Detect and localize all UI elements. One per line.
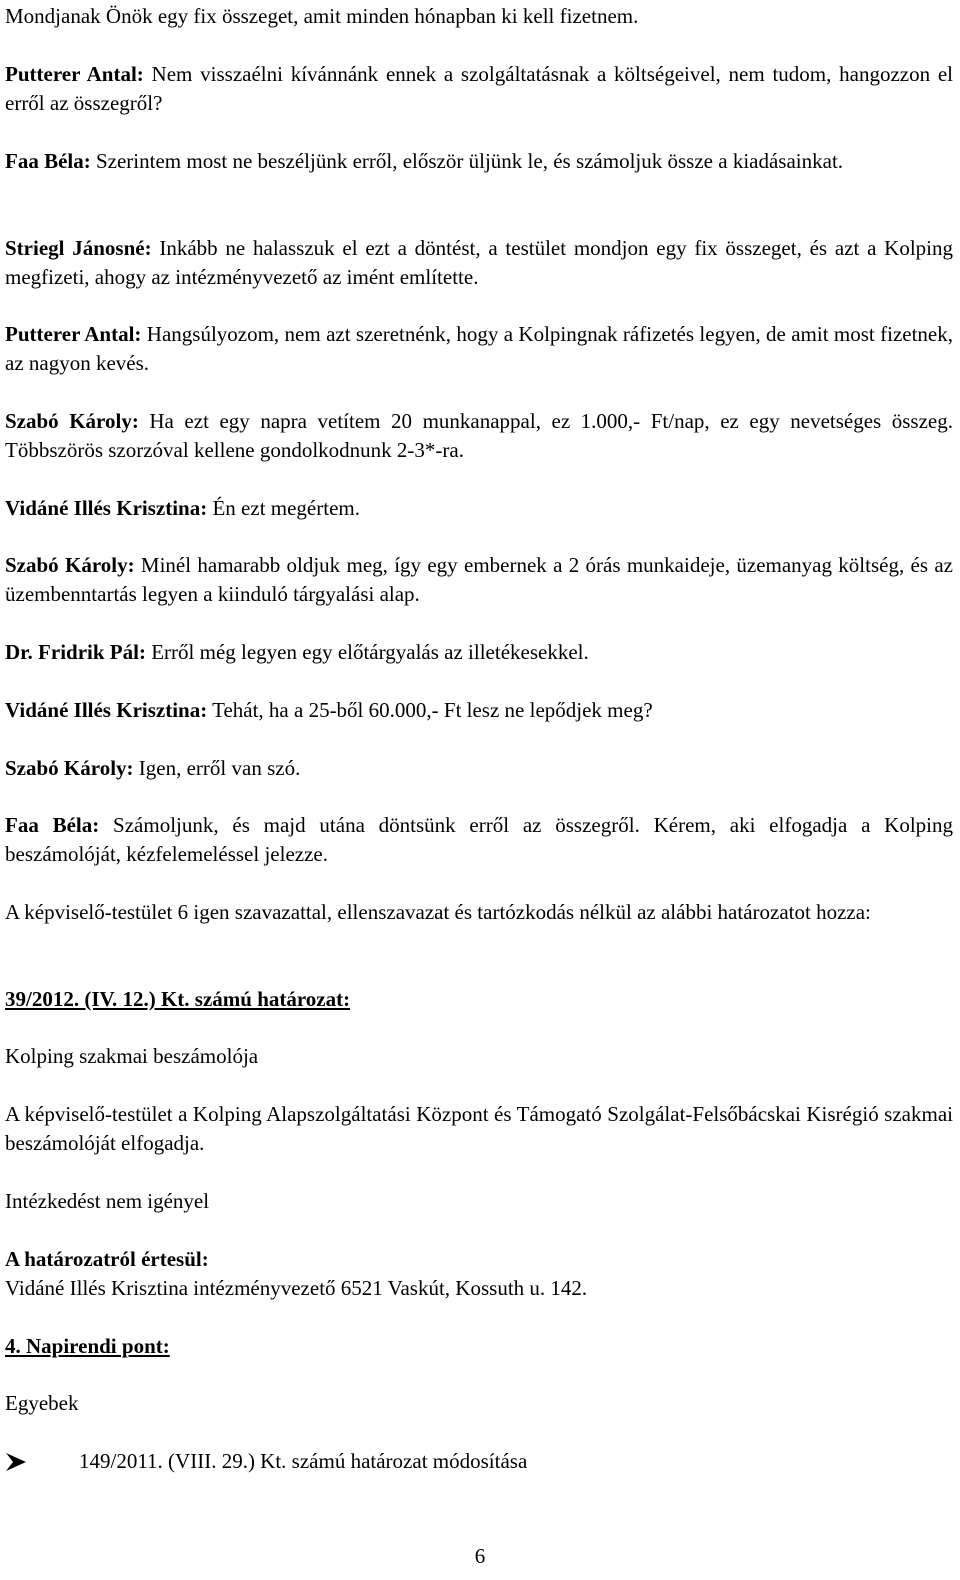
paragraph-text: Inkább ne halasszuk el ezt a döntést, a testület mondjon egy fix összeget, és azt a Kolping megfizeti, ahogy az intézményvezető az imént említette. xyxy=(5,236,953,289)
notify-heading: A határozatról értesül: xyxy=(5,1247,209,1271)
speaker-name: Vidáné Illés Krisztina: xyxy=(5,698,208,722)
paragraph xyxy=(5,147,953,176)
speaker-name: Faa Béla: xyxy=(5,149,91,173)
speaker-name: Vidáné Illés Krisztina: xyxy=(5,496,208,520)
resolution-body: A képviselő-testület a Kolping Alapszolgáltatási Központ és Támogató Szolgálat-Felsőbácskai Kisrégió szakmai beszámolóját elfogadja. xyxy=(5,1102,953,1155)
paragraph-text: Nem visszaélni kívánnánk ennek a szolgáltatásnak a költségeivel, nem tudom, hangozzon el erről az összegről? xyxy=(5,62,954,115)
paragraph xyxy=(5,638,953,667)
arrow-bullet-icon xyxy=(5,1451,27,1473)
paragraph xyxy=(5,898,953,927)
paragraph-text: Mondjanak Önök egy fix összeget, amit minden hónapban ki kell fizetnem. xyxy=(5,4,639,28)
speaker-name: Szabó Károly: xyxy=(5,409,139,433)
speaker-name: Faa Béla: xyxy=(5,813,100,837)
notify-recipient: Vidáné Illés Krisztina intézményvezető 6521 Vaskút, Kossuth u. 142. xyxy=(5,1276,588,1300)
paragraph-text: Tehát, ha a 25-ből 60.000,- Ft lesz ne lepődjek meg? xyxy=(207,698,653,722)
paragraph-text: Erről még legyen egy előtárgyalás az illetékesekkel. xyxy=(145,640,589,664)
speaker-name: Szabó Károly: xyxy=(5,756,134,780)
speaker-name: Striegl Jánosné: xyxy=(5,236,152,260)
paragraph xyxy=(5,407,953,465)
paragraph-text: Ha ezt egy napra vetítem 20 munkanappal, ez 1.000,- Ft/nap, ez egy nevetséges összeg. Többszörös szorzóval kellene gondolkodnunk 2-3*-ra. xyxy=(5,409,953,462)
paragraph-text: Igen, erről van szó. xyxy=(133,756,301,780)
paragraph xyxy=(5,60,953,118)
paragraph-text: Számoljunk, és majd utána döntsünk erről az összegről. Kérem, aki elfogadja a Kolping beszámolóját, kézfelemeléssel jelezze. xyxy=(5,813,953,866)
paragraph xyxy=(5,754,953,783)
speaker-name: Szabó Károly: xyxy=(5,553,135,577)
paragraph xyxy=(5,494,953,523)
agenda-item-text: 149/2011. (VIII. 29.) Kt. számú határozat módosítása xyxy=(79,1449,528,1473)
speaker-name: Putterer Antal: xyxy=(5,322,142,346)
paragraph xyxy=(5,551,953,609)
paragraph xyxy=(5,2,953,31)
paragraph xyxy=(5,696,953,725)
paragraph xyxy=(5,320,953,378)
resolution-action: Intézkedést nem igényel xyxy=(5,1189,210,1213)
speaker-name: Dr. Fridrik Pál: xyxy=(5,640,146,664)
paragraph-text: Szerintem most ne beszéljünk erről, először üljünk le, és számoljuk össze a kiadásainkat. xyxy=(90,149,844,173)
paragraph-text: Minél hamarabb oldjuk meg, így egy embernek a 2 órás munkaideje, üzemanyag költség, és az üzembenntartás legyen a kiinduló tárgyalási alap. xyxy=(5,553,953,606)
paragraph-text: A képviselő-testület 6 igen szavazattal, ellenszavazat és tartózkodás nélkül az alábbi határozatot hozza: xyxy=(5,900,871,924)
resolution-subject: Kolping szakmai beszámolója xyxy=(5,1044,259,1068)
agenda-subject: Egyebek xyxy=(5,1391,79,1415)
speaker-name: Putterer Antal: xyxy=(5,62,144,86)
paragraph xyxy=(5,811,953,869)
paragraph-text: Én ezt megértem. xyxy=(207,496,360,520)
agenda-heading: 4. Napirendi pont: xyxy=(5,1334,170,1358)
page-number: 6 xyxy=(474,1544,486,1568)
paragraph-text: Hangsúlyozom, nem azt szeretnénk, hogy a Kolpingnak ráfizetés legyen, de amit most fizetnek, az nagyon kevés. xyxy=(5,322,953,375)
agenda-list-item xyxy=(5,1447,953,1476)
resolution-number: 39/2012. (IV. 12.) Kt. számú határozat: xyxy=(5,987,351,1011)
paragraph xyxy=(5,234,953,292)
